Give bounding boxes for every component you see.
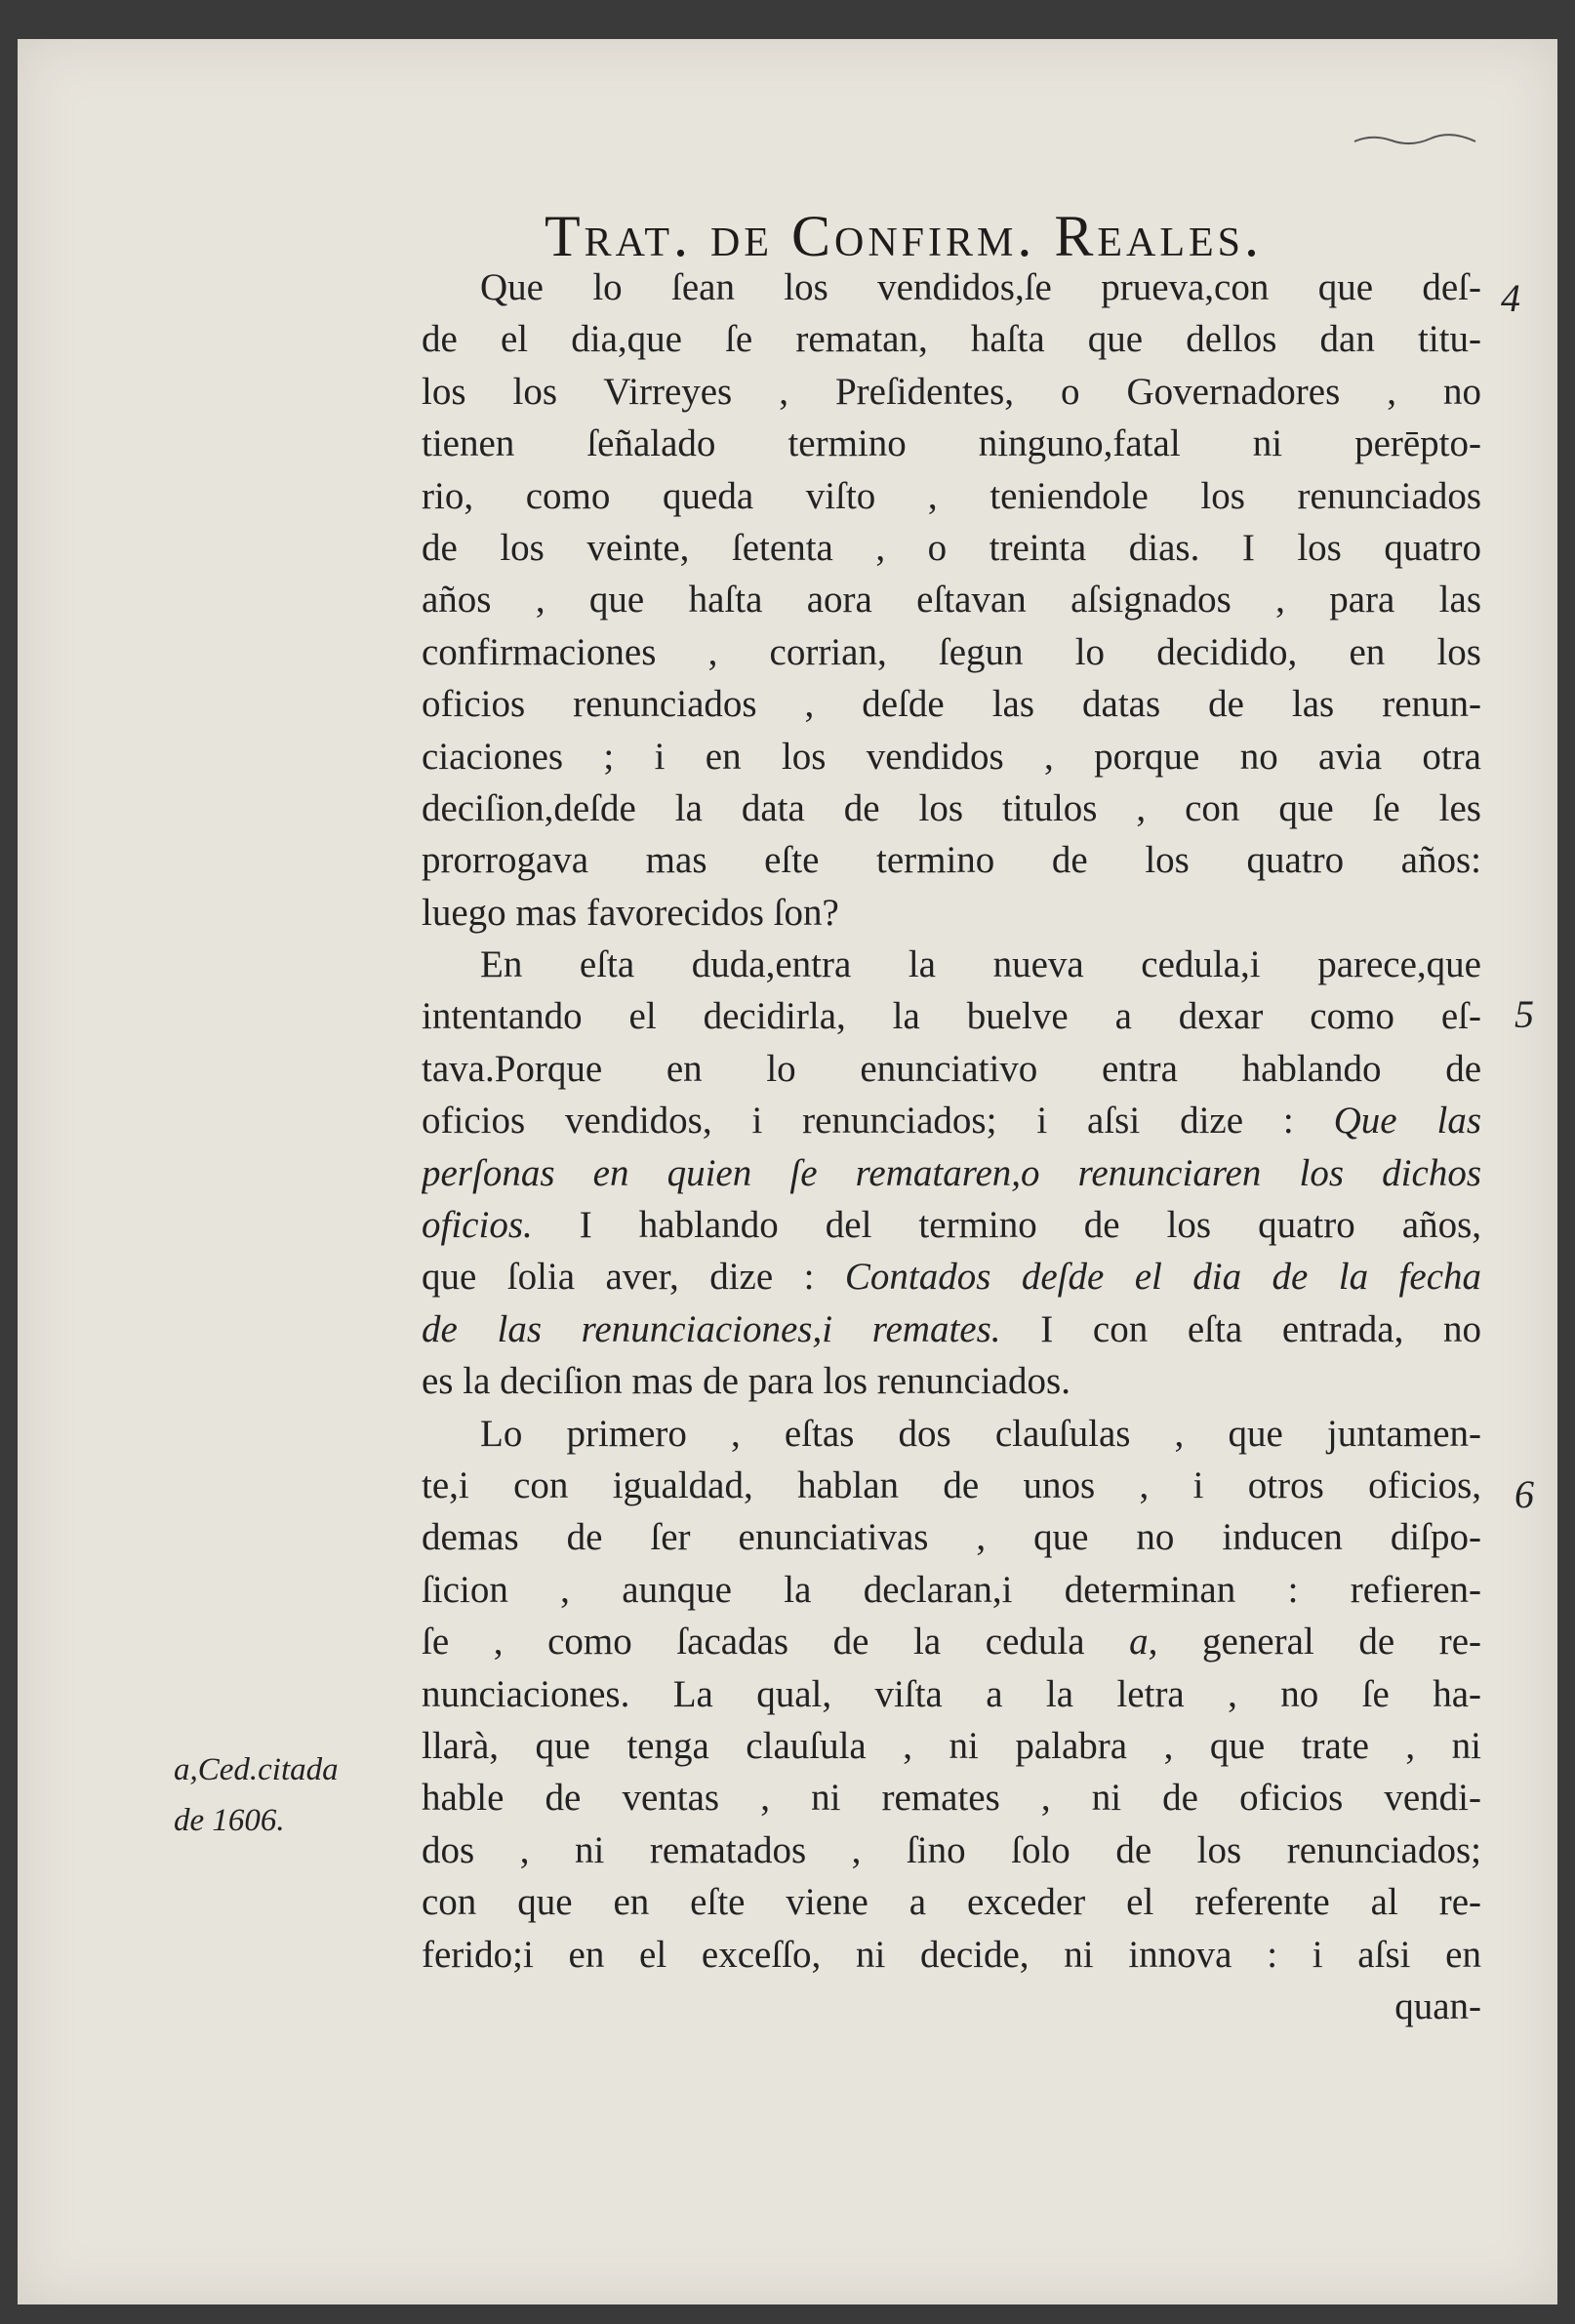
text-line: Que lo ſean los vendidos,ſe prueva,con que deſ-	[480, 266, 1481, 308]
text-line: dos , ni rematados , ſino ſolo de los renunciados;	[422, 1828, 1481, 1871]
text-line	[422, 1251, 1481, 1302]
margin-number-6: 6	[1514, 1472, 1534, 1516]
ink-smudge	[1353, 132, 1479, 147]
text-line: En eſta duda,entra la nueva cedula,i parece,que	[480, 943, 1481, 986]
text-line: de el dia,que ſe rematan, haſta que dellos dan titu-	[422, 318, 1481, 361]
text-line: los los Virreyes , Preſidentes, o Governadores , no	[422, 370, 1481, 413]
text-line: llarà, que tenga clauſula , ni palabra , que trate , ni	[422, 1724, 1481, 1767]
text-line: es la deciſion mas de para los renunciados.	[422, 1360, 1070, 1403]
text-line: rio, como queda viſto , teniendole los renunciados	[422, 474, 1481, 517]
text-line	[422, 1616, 1481, 1667]
catchword: quan-	[1394, 1984, 1481, 2027]
text-fragment: oficios vendidos, i renunciados; i aſsi dize :	[422, 1100, 1294, 1142]
running-title: Trat. de Confirm. Reales.	[545, 204, 1264, 268]
marginal-note-line: de 1606.	[174, 1803, 285, 1838]
text-line	[422, 1199, 1481, 1251]
text-line: hable de ventas , ni remates , ni de oficios vendi-	[422, 1777, 1481, 1820]
text-line: ciaciones ; i en los vendidos , porque no avia otra	[422, 735, 1481, 778]
text-line: te,i con igualdad, hablan de unos , i otros oficios,	[422, 1463, 1481, 1506]
marginal-note-line: a,Ced.citada	[174, 1752, 339, 1787]
text-line: tienen ſeñalado termino ninguno,fatal ni perēpto-	[422, 422, 1481, 465]
text-line: intentando el decidirla, la buelve a dexar como eſ-	[422, 995, 1481, 1038]
quoted-text: de las renunciaciones,i remates.	[422, 1307, 1001, 1350]
text-line: tava.Porque en lo enunciativo entra hablando de	[422, 1047, 1481, 1090]
text-line: años , que haſta aora eſtavan aſsignados , para las	[422, 579, 1481, 621]
text-line	[422, 1303, 1481, 1355]
text-line: con que en eſte viene a exceder el referente al re-	[422, 1881, 1481, 1924]
margin-number-4: 4	[1501, 276, 1520, 320]
text-fragment: ſe , como ſacadas de la cedula	[422, 1621, 1085, 1663]
text-fragment: general de re-	[1201, 1621, 1481, 1663]
text-line	[422, 1095, 1481, 1146]
text-line: deciſion,deſde la data de los titulos , con que ſe les	[422, 786, 1481, 829]
text-fragment: I hablando del termino de los quatro años,	[579, 1204, 1481, 1247]
text-line: ferido;i en el exceſſo, ni decide, ni innova : i aſsi en	[422, 1933, 1481, 1976]
note-reference: a,	[1129, 1621, 1158, 1663]
text-line: demas de ſer enunciativas , que no inducen diſpo-	[422, 1516, 1481, 1559]
text-fragment: que ſolia aver, dize :	[422, 1256, 815, 1299]
text-line: de los veinte, ſetenta , o treinta dias. I los quatro	[422, 526, 1481, 569]
text-line: confirmaciones , corrian, ſegun lo decidido, en los	[422, 630, 1481, 673]
text-line: prorrogava mas eſte termino de los quatro años:	[422, 839, 1481, 882]
quoted-text: Que las	[1333, 1100, 1481, 1142]
marginal-note	[174, 1744, 339, 1846]
text-line: oficios renunciados , deſde las datas de las renun-	[422, 683, 1481, 726]
text-line: nunciaciones. La qual, viſta a la letra , no ſe ha-	[422, 1672, 1481, 1715]
margin-number-5: 5	[1514, 992, 1534, 1036]
text-line: luego mas favorecidos ſon?	[422, 891, 839, 934]
quoted-text-line: perſonas en quien ſe remataren,o renunciaren los dichos	[422, 1151, 1481, 1194]
quoted-text: oficios.	[422, 1204, 533, 1247]
body-text	[422, 261, 1481, 2032]
text-fragment: I con eſta entrada, no	[1040, 1307, 1481, 1350]
quoted-text: Contados deſde el dia de la fecha	[844, 1256, 1481, 1299]
text-line: ſicion , aunque la declaran,i determinan : refieren-	[422, 1568, 1481, 1611]
text-line: Lo primero , eſtas dos clauſulas , que juntamen-	[480, 1412, 1481, 1455]
